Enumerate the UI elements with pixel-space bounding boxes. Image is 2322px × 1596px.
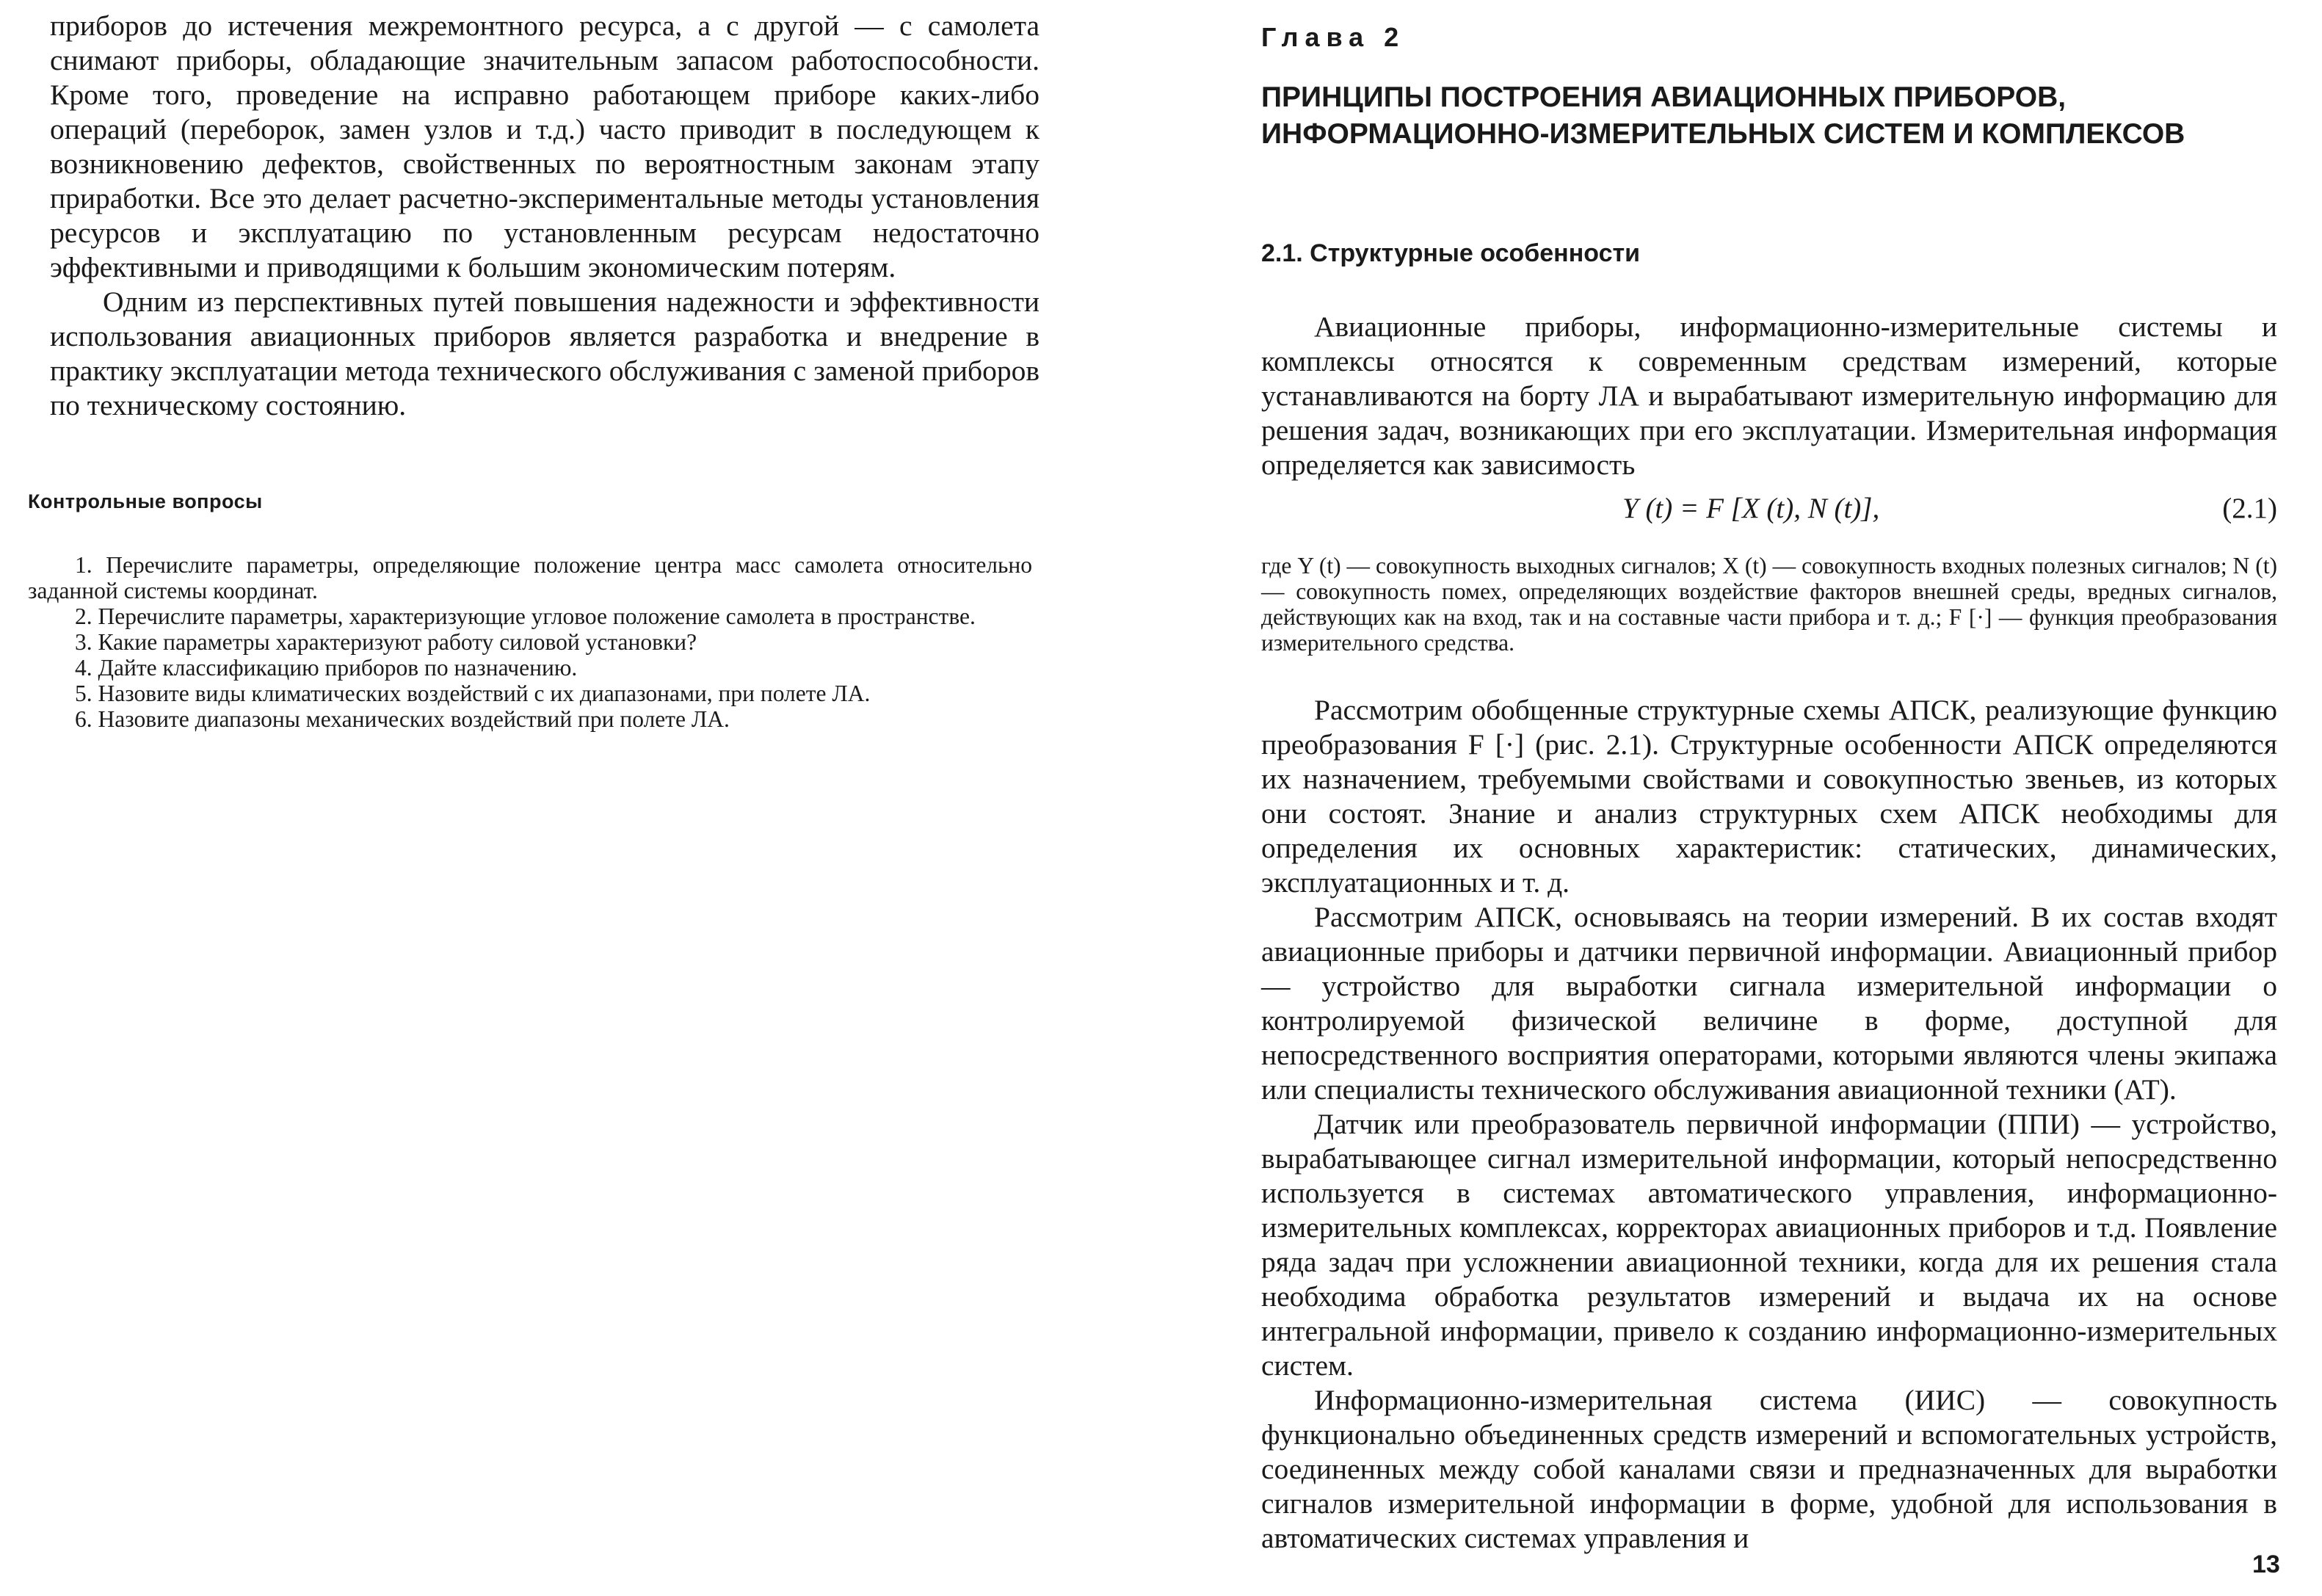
- intro-paragraph: Авиационные приборы, информационно-измерительные системы и комплексы относятся к современным средствам измерений, которые устанавливаются на борту ЛА и вырабатывают измерительную информацию для решения задач, возникающих при его эксплуатации. Измерительная информация определяется как зависимость: [1261, 311, 2277, 481]
- right-paragraph-1: Рассмотрим обобщенные структурные схемы АПСК, реализующие функцию преобразования F [·] (рис. 2.1). Структурные особенности АПСК определяются их назначением, требуемыми свойствами и совокупностью звеньев, из которых они состоят. Знание и анализ структурных схем АПСК необходимы для определения их основных характеристик: статических, динамических, эксплуатационных и т. д.: [1261, 694, 2277, 899]
- question-5: 5. Назовите виды климатических воздействий с их диапазонами, при полете ЛА.: [75, 681, 871, 706]
- right-paragraph-4: Информационно-измерительная система (ИИС) — совокупность функционально объединенных средств измерений и вспомогательных устройств, соединенных между собой каналами связи и предназначенных для выработки сигналов измерительной информации в форме, удобной для использования в автоматических системах управления и: [1261, 1384, 2277, 1554]
- right-paragraph-3: Датчик или преобразователь первичной информации (ППИ) — устройство, вырабатывающее сигнал измерительной информации, который непосредственно используется в системах автоматического управления, информационно-измерительных комплексах, корректорах авиационных приборов и т.д. Появление ряда задач при усложнении авиационной техники, когда для их решения стала необходима обработка результатов измерений и выдача их на основе интегральной информации, привело к созданию информационно-измерительных систем.: [1261, 1108, 2277, 1382]
- left-paragraph-1: приборов до истечения межремонтного ресурса, а с другой — с самолета снимают приборы, обладающие значительным запасом работоспособности. Кроме того, проведение на исправно работающем приборе каких-либо операций (переборок, замен узлов и т.д.) часто приводит в последующем к возникновению дефектов, свойственных по вероятностным законам этапу приработки. Все это делает расчетно-экспериментальные методы установления ресурсов и эксплуатацию по установленным ресурсам недостаточно эффективными и приводящими к большим экономическим потерям.: [50, 10, 1040, 283]
- question-3: 3. Какие параметры характеризуют работу силовой установки?: [75, 629, 697, 655]
- page-number: 13: [2252, 1550, 2280, 1578]
- chapter-title: ПРИНЦИПЫ ПОСТРОЕНИЯ АВИАЦИОННЫХ ПРИБОРОВ, ИНФОРМАЦИОННО-ИЗМЕРИТЕЛЬНЫХ СИСТЕМ И КОМПЛЕКСОВ: [1261, 81, 2185, 150]
- question-2: 2. Перечислите параметры, характеризующие угловое положение самолета в пространстве.: [75, 603, 976, 629]
- question-1: 1. Перечислите параметры, определяющие положение центра масс самолета относительно заданной системы координат.: [28, 552, 1032, 603]
- right-page-intro: [1261, 310, 2277, 482]
- formula-row: [1261, 492, 2277, 529]
- formula-number: (2.1): [2222, 493, 2277, 524]
- chapter-label: Глава 2: [1261, 22, 1406, 52]
- section-title: 2.1. Структурные особенности: [1261, 239, 1641, 267]
- right-page-body: [1261, 693, 2277, 1556]
- review-questions-list: [28, 552, 1032, 732]
- left-paragraph-2: Одним из перспективных путей повышения надежности и эффективности использования авиационных приборов является разработка и внедрение в практику эксплуатации метода технического обслуживания с заменой приборов по техническому состоянию.: [50, 286, 1040, 421]
- right-paragraph-2: Рассмотрим АПСК, основываясь на теории измерений. В их состав входят авиационные приборы и датчики первичной информации. Авиационный прибор — устройство для выработки сигнала измерительной информации о контролируемой физической величине в форме, доступной для непосредственного восприятия операторами, которыми являются члены экипажа или специалисты технического обслуживания авиационной техники (АТ).: [1261, 901, 2277, 1106]
- question-4: 4. Дайте классификацию приборов по назначению.: [75, 655, 578, 681]
- formula-explanation: где Y (t) — совокупность выходных сигналов; X (t) — совокупность входных полезных сигналов; N (t) — совокупность помех, определяющих воздействие факторов внешней среды, вредных сигналов, действующих как на вход, так и на составные части прибора и т. д.; F [·] — функция преобразования измерительного средства.: [1261, 553, 2277, 656]
- left-page-body: [50, 9, 1040, 423]
- review-questions-heading: Контрольные вопросы: [28, 490, 263, 512]
- question-6: 6. Назовите диапазоны механических воздействий при полете ЛА.: [75, 706, 730, 732]
- formula: Y (t) = F [X (t), N (t)],: [1622, 493, 1880, 524]
